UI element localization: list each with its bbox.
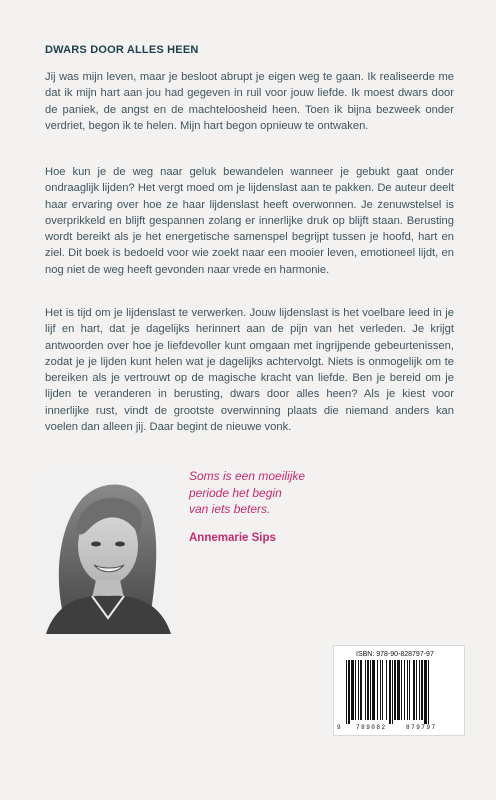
isbn-label: ISBN: 978-90-828797-97 [356, 651, 434, 658]
author-name: Annemarie Sips [189, 532, 276, 544]
isbn-barcode [333, 645, 465, 736]
barcode-bar [392, 660, 393, 724]
barcode-bars-icon [346, 660, 452, 724]
barcode-digit-lead: 9 [337, 724, 341, 731]
pull-quote [189, 468, 359, 518]
barcode-bar [424, 660, 427, 724]
barcode-bar [360, 660, 362, 720]
barcode-bar [386, 660, 387, 720]
paragraph-intro: Jij was mijn leven, maar je besloot abrupt je eigen weg te gaan. Ik realiseerde me dat ik mijn hart aan jou had gegeven in ruil voor jouw liefde. Ik moest dwars door de paniek, de angst en de machteloosheid heen. Toen ik bijna bezweek onder verdriet, begon ik te helen. Mijn hart begon opnieuw te ontwaken. [45, 71, 454, 132]
barcode-bar [404, 660, 405, 720]
barcode-bar [370, 660, 371, 720]
barcode-bar [372, 660, 375, 720]
barcode-digit-group2: 879797 [406, 724, 437, 731]
author-portrait-image [46, 468, 171, 634]
paragraph-description: Hoe kun je de weg naar geluk bewandelen wanneer je gebukt gaat onder ondraaglijk lijden? Het vergt moed om je lijdenslast aan te pakken. De auteur deelt haar ervaring over hoe ze haar lijdenslast heeft overwonnen. Je zenuwstelsel is overprikkeld en blijft gespannen zolang er innerlijke druk op blijft staan. Berusting wordt bereikt als je het energetische samenspel begrijpt tussen je hoofd, hart en ziel. Dit boek is bedoeld voor wie zoekt naar een mooier leven, emotioneel lijdt, en nog niet de weg heeft gevonden naar vrede en harmonie. [45, 166, 454, 276]
barcode-bar [397, 660, 400, 720]
quote-line: periode het begin [189, 485, 282, 500]
barcode-bar [407, 660, 408, 720]
barcode-bar [401, 660, 402, 720]
paragraph-call-to-action: Het is tijd om je lijdenslast te verwerken. Jouw lijdenslast is het voelbare leed in je lijf en hart, dat je dagelijks herinnert aan de pijn van het verleden. Je krijgt antwoorden over hoe je liefdevoller kunt omgaan met ingrijpende gebeurtenissen, zodat je je lijden kunt helen wat je dagelijks achtervolgt. Niets is onmogelijk om te bereiken als je vertrouwt op de magische kracht van liefde. Ben je bereid om je lijden te veranderen in berusting, dwars door alles heen? Als je kiest voor innerlijke rust, vindt de grootste overwinning plaats die niemand anders kan voelen dan alleen jij. Daar begint de nieuwe vonk. [45, 307, 454, 434]
barcode-bar [413, 660, 415, 720]
author-photo [46, 468, 171, 634]
barcode-bar [389, 660, 391, 724]
barcode-bar [380, 660, 381, 720]
barcode-digit-group1: 789082 [356, 724, 387, 731]
barcode-bar [358, 660, 359, 720]
cover-heading: DWARS DOOR ALLES HEEN [45, 44, 199, 56]
barcode-bar [355, 660, 356, 720]
barcode-bar [365, 660, 366, 720]
quote-line: Soms is een moeilijke [189, 469, 306, 483]
barcode-bar [367, 660, 369, 720]
barcode-bar [394, 660, 396, 720]
quote-line: van iets beters. [189, 502, 271, 516]
barcode-bar [377, 660, 378, 720]
barcode-bar [382, 660, 383, 720]
barcode-bar [421, 660, 423, 720]
barcode-bar [409, 660, 410, 720]
barcode-bar [351, 660, 354, 720]
barcode-bar [348, 660, 350, 724]
barcode-bar [416, 660, 417, 720]
barcode-bar [419, 660, 420, 720]
barcode-bar [428, 660, 429, 724]
barcode-bar [346, 660, 347, 724]
